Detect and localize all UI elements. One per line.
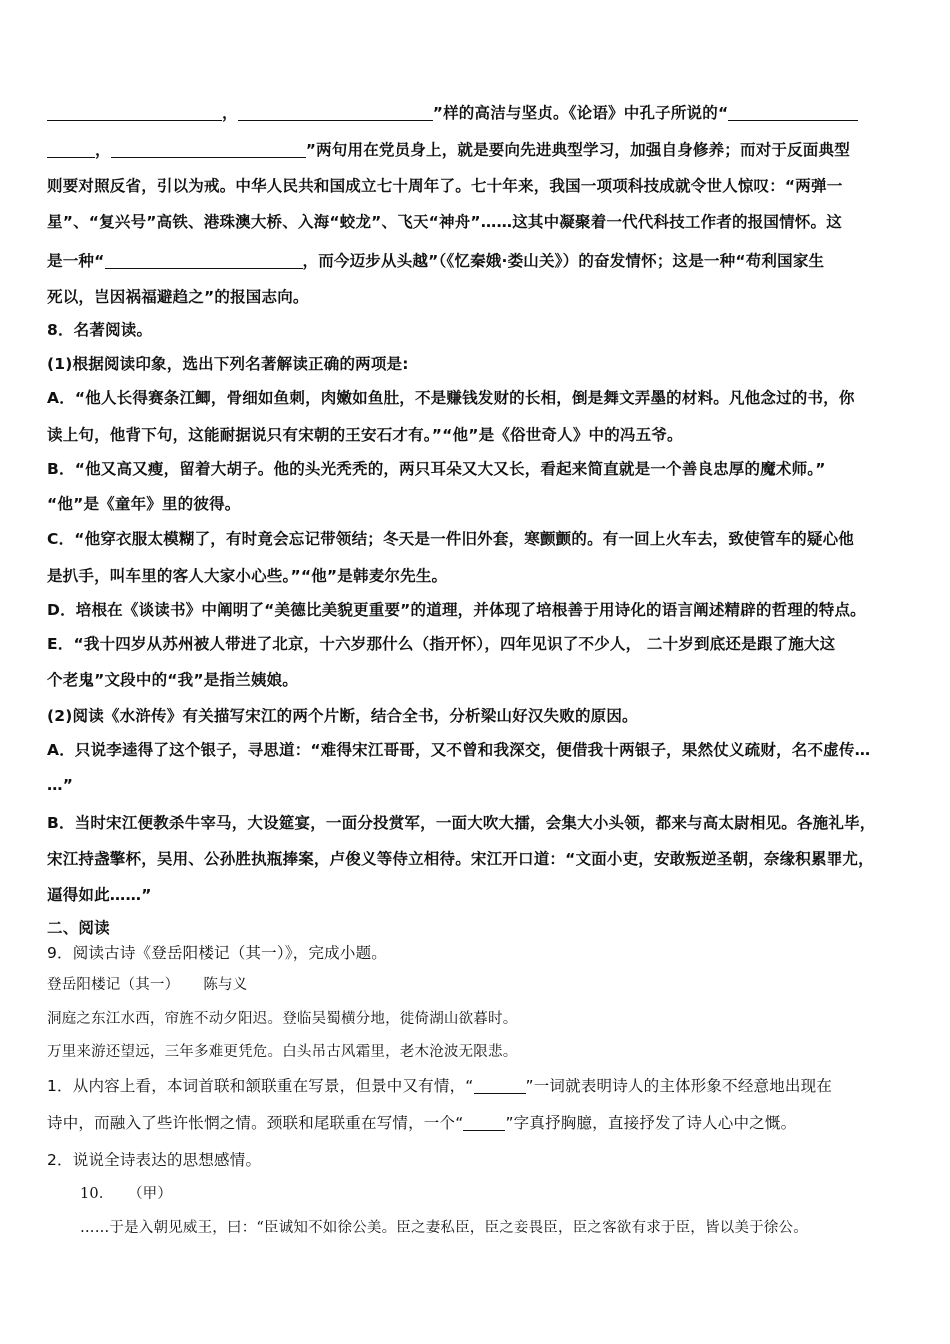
option-d-line-1: D．培根在《谈读书》中阐明了“美德比美貌更重要”的道理，并体现了培根善于用诗化的语言阐述精辟的哲理的特点。 [47,601,866,619]
sub-question-1-line-2: 诗中，而融入了些许怅惘之情。颈联和尾联重在写情，一个“ ”字真抒胸臆，直接抒发了诗人心中之慨。 [47,1114,797,1132]
answer-blank[interactable] [105,252,303,269]
option-c-line-2: 是扒手，叫车里的客人大家小心些。”“他”是韩麦尔先生。 [47,567,448,585]
paragraph-line: 则要对照反省，引以为戒。中华人民共和国成立七十周年了。七十年来，我国一项项科技成就令世人惊叹：“两弹一 [47,177,843,195]
question-8-title: 8．名著阅读。 [47,321,153,339]
sub-question-1-line-1: 1．从内容上看，本词首联和颔联重在写景，但景中又有情，“ ”一词就表明诗人的主体形象不经意地出现在 [47,1077,833,1095]
excerpt-b-line-2: 宋江持盏擎杯，吴用、公孙胜执瓶捧案，卢俊义等侍立相待。宋江开口道：“文面小吏，安敢叛逆圣朝，奈缘积累罪尤， [47,850,874,868]
option-c-line-1: C．“他穿衣服太模糊了，有时竟会忘记带领结；冬天是一件旧外套，寒颤颤的。有一回上火车去，致使管车的疑心他 [47,530,854,548]
option-e-line-2: 个老鬼”文段中的“我”是指兰姨娘。 [47,671,298,689]
poem-line-2: 万里来游还望远，三年多难更凭危。白头吊古风霜里，老木沧波无限悲。 [47,1044,518,1060]
option-b-line-2: “他”是《童年》里的彼得。 [47,495,241,513]
section-2-heading: 二、阅读 [47,919,110,937]
fill-line-1: ， ”样的高洁与坚贞。《论语》中孔子所说的“ [47,102,912,124]
option-e-line-1: E．“我十四岁从苏州被人带进了北京，十六岁那什么（指开怀），四年见识了不少人， 二十岁到底还是跟了施大这 [47,635,836,653]
poem-title: 登岳阳楼记（其一） 陈与义 [47,977,248,993]
option-a-line-1: A．“他人长得赛条江鲫，骨细如鱼刺，肉嫩如鱼肚，不是赚钱发财的长相，倒是舞文弄墨的材料。凡他念过的书，你 [47,389,855,407]
question-10-line-1: ……于是入朝见威王，曰：“臣诚知不如徐公美。臣之妻私臣，臣之妾畏臣，臣之客欲有求于臣，皆以美于徐公。 [80,1220,808,1236]
option-b-line-1: B．“他又高又瘦，留着大胡子。他的头光秃秃的，两只耳朵又大又长，看起来简直就是一个善良忠厚的魔术师。” [47,460,826,478]
answer-blank[interactable] [474,1077,526,1094]
paragraph-line: 星”、“复兴号”高铁、港珠澳大桥、入海“蛟龙”、飞天“神舟”……这其中凝聚着一代代科技工作者的报国情怀。这 [47,213,842,231]
option-a-line-2: 读上句，他背下句，这能耐据说只有宋朝的王安石才有。”“他”是《俗世奇人》中的冯五爷。 [47,426,683,444]
fill-line-5: 是一种“ ，而今迈步从头越”（《忆秦娥·娄山关》）的奋发情怀；这是一种“苟利国家生 [47,252,825,270]
answer-blank[interactable] [463,1114,505,1131]
answer-blank[interactable] [728,104,858,121]
question-10-title: 10． （甲） [80,1186,173,1202]
excerpt-b-line-1: B．当时宋江便教杀牛宰马，大设筵宴，一面分投赏军，一面大吹大擂，会集大小头领，都来与高太尉相见。各施礼毕， [47,814,876,832]
excerpt-b-line-3: 逼得如此……” [47,886,152,904]
excerpt-a-line-2: …” [47,776,74,794]
paragraph-line: 死以，岂因祸福避趋之”的报国志向。 [47,288,309,306]
question-8-part-2: (2)阅读《水浒传》有关描写宋江的两个片断，结合全书，分析梁山好汉失败的原因。 [47,707,638,725]
fill-line-2: ， ”两句用在党员身上，就是要向先进典型学习，加强自身修养；而对于反面典型 [47,139,912,161]
question-8-part-1: (1)根据阅读印象，选出下列名著解读正确的两项是: [47,355,409,373]
poem-line-1: 洞庭之东江水西，帘旌不动夕阳迟。登临吴蜀横分地，徙倚湖山欲暮时。 [47,1011,518,1027]
sub-question-2: 2．说说全诗表达的思想感情。 [47,1151,262,1169]
answer-blank[interactable] [47,104,222,121]
question-9-title: 9．阅读古诗《登岳阳楼记（其一）》，完成小题。 [47,944,387,962]
answer-blank[interactable] [238,104,433,121]
excerpt-a-line-1: A．只说李逵得了这个银子，寻思道：“难得宋江哥哥，又不曾和我深交，便借我十两银子，果然仗义疏财，名不虚传… [47,741,871,759]
answer-blank[interactable] [47,141,95,158]
answer-blank[interactable] [111,141,306,158]
